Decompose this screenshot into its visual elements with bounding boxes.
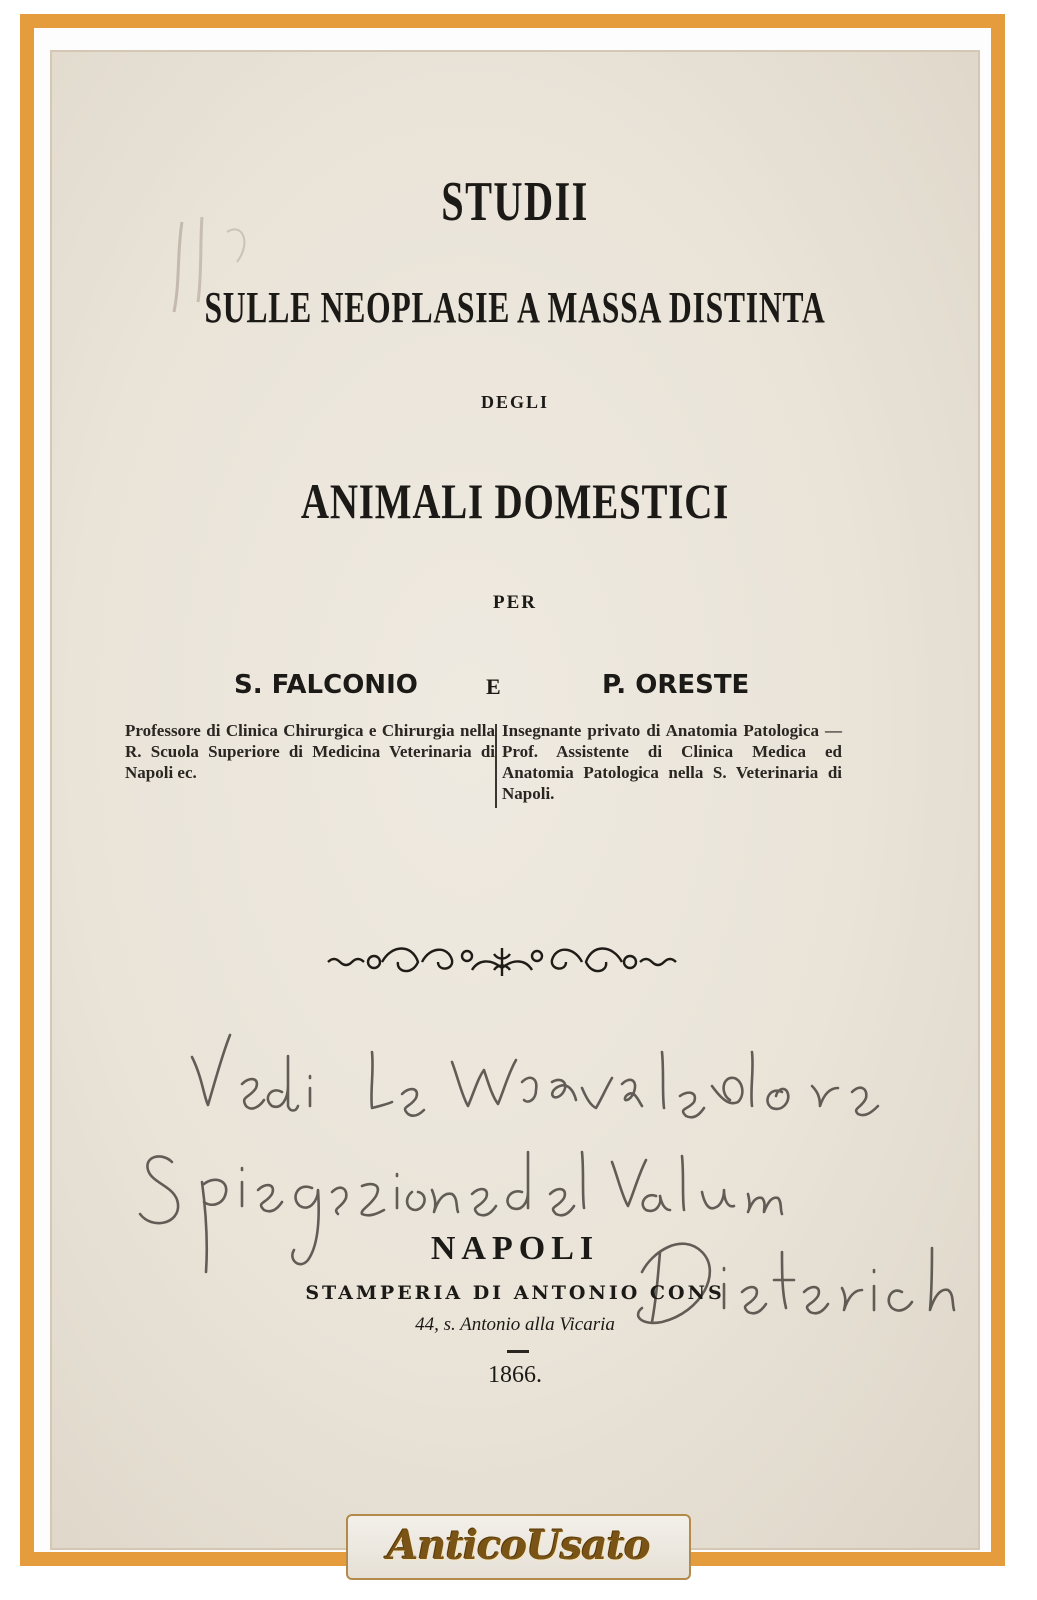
degli-text: DEGLI: [480, 392, 550, 412]
author-falconio-description: Professore di Clinica Chirurgica e Chirurgia nella R. Scuola Superiore di Medicina Veterinaria di Napoli ec.: [125, 721, 495, 782]
imprint-printer: STAMPERIA DI ANTONIO CONS: [305, 1282, 725, 1304]
imprint-city: NAPOLI: [430, 1230, 600, 1267]
imprint-address: 44, s. Antonio alla Vicaria: [415, 1314, 615, 1335]
per-text: PER: [493, 592, 537, 613]
watermark-text: AnticoUsato: [387, 1522, 650, 1569]
subject-title: ANIMALI DOMESTICI: [300, 473, 730, 529]
author-falconio: S. FALCONIO: [234, 670, 418, 700]
watermark-badge: [346, 1514, 691, 1580]
author-oreste-description: Insegnante privato di Anatomia Patologica — Prof. Assistente di Clinica Medica ed Anatomia Patologica nella S. Veterinaria di Napoli.: [502, 721, 842, 803]
conjunction: E: [486, 674, 501, 699]
title-page: [50, 50, 980, 1550]
book-subtitle: SULLE NEOPLASIE A MASSA DISTINTA: [204, 283, 826, 332]
imprint-year: 1866.: [488, 1362, 542, 1388]
imprint-rule: [507, 1350, 529, 1353]
book-title: STUDII: [441, 171, 589, 233]
author-oreste: P. ORESTE: [602, 670, 750, 700]
